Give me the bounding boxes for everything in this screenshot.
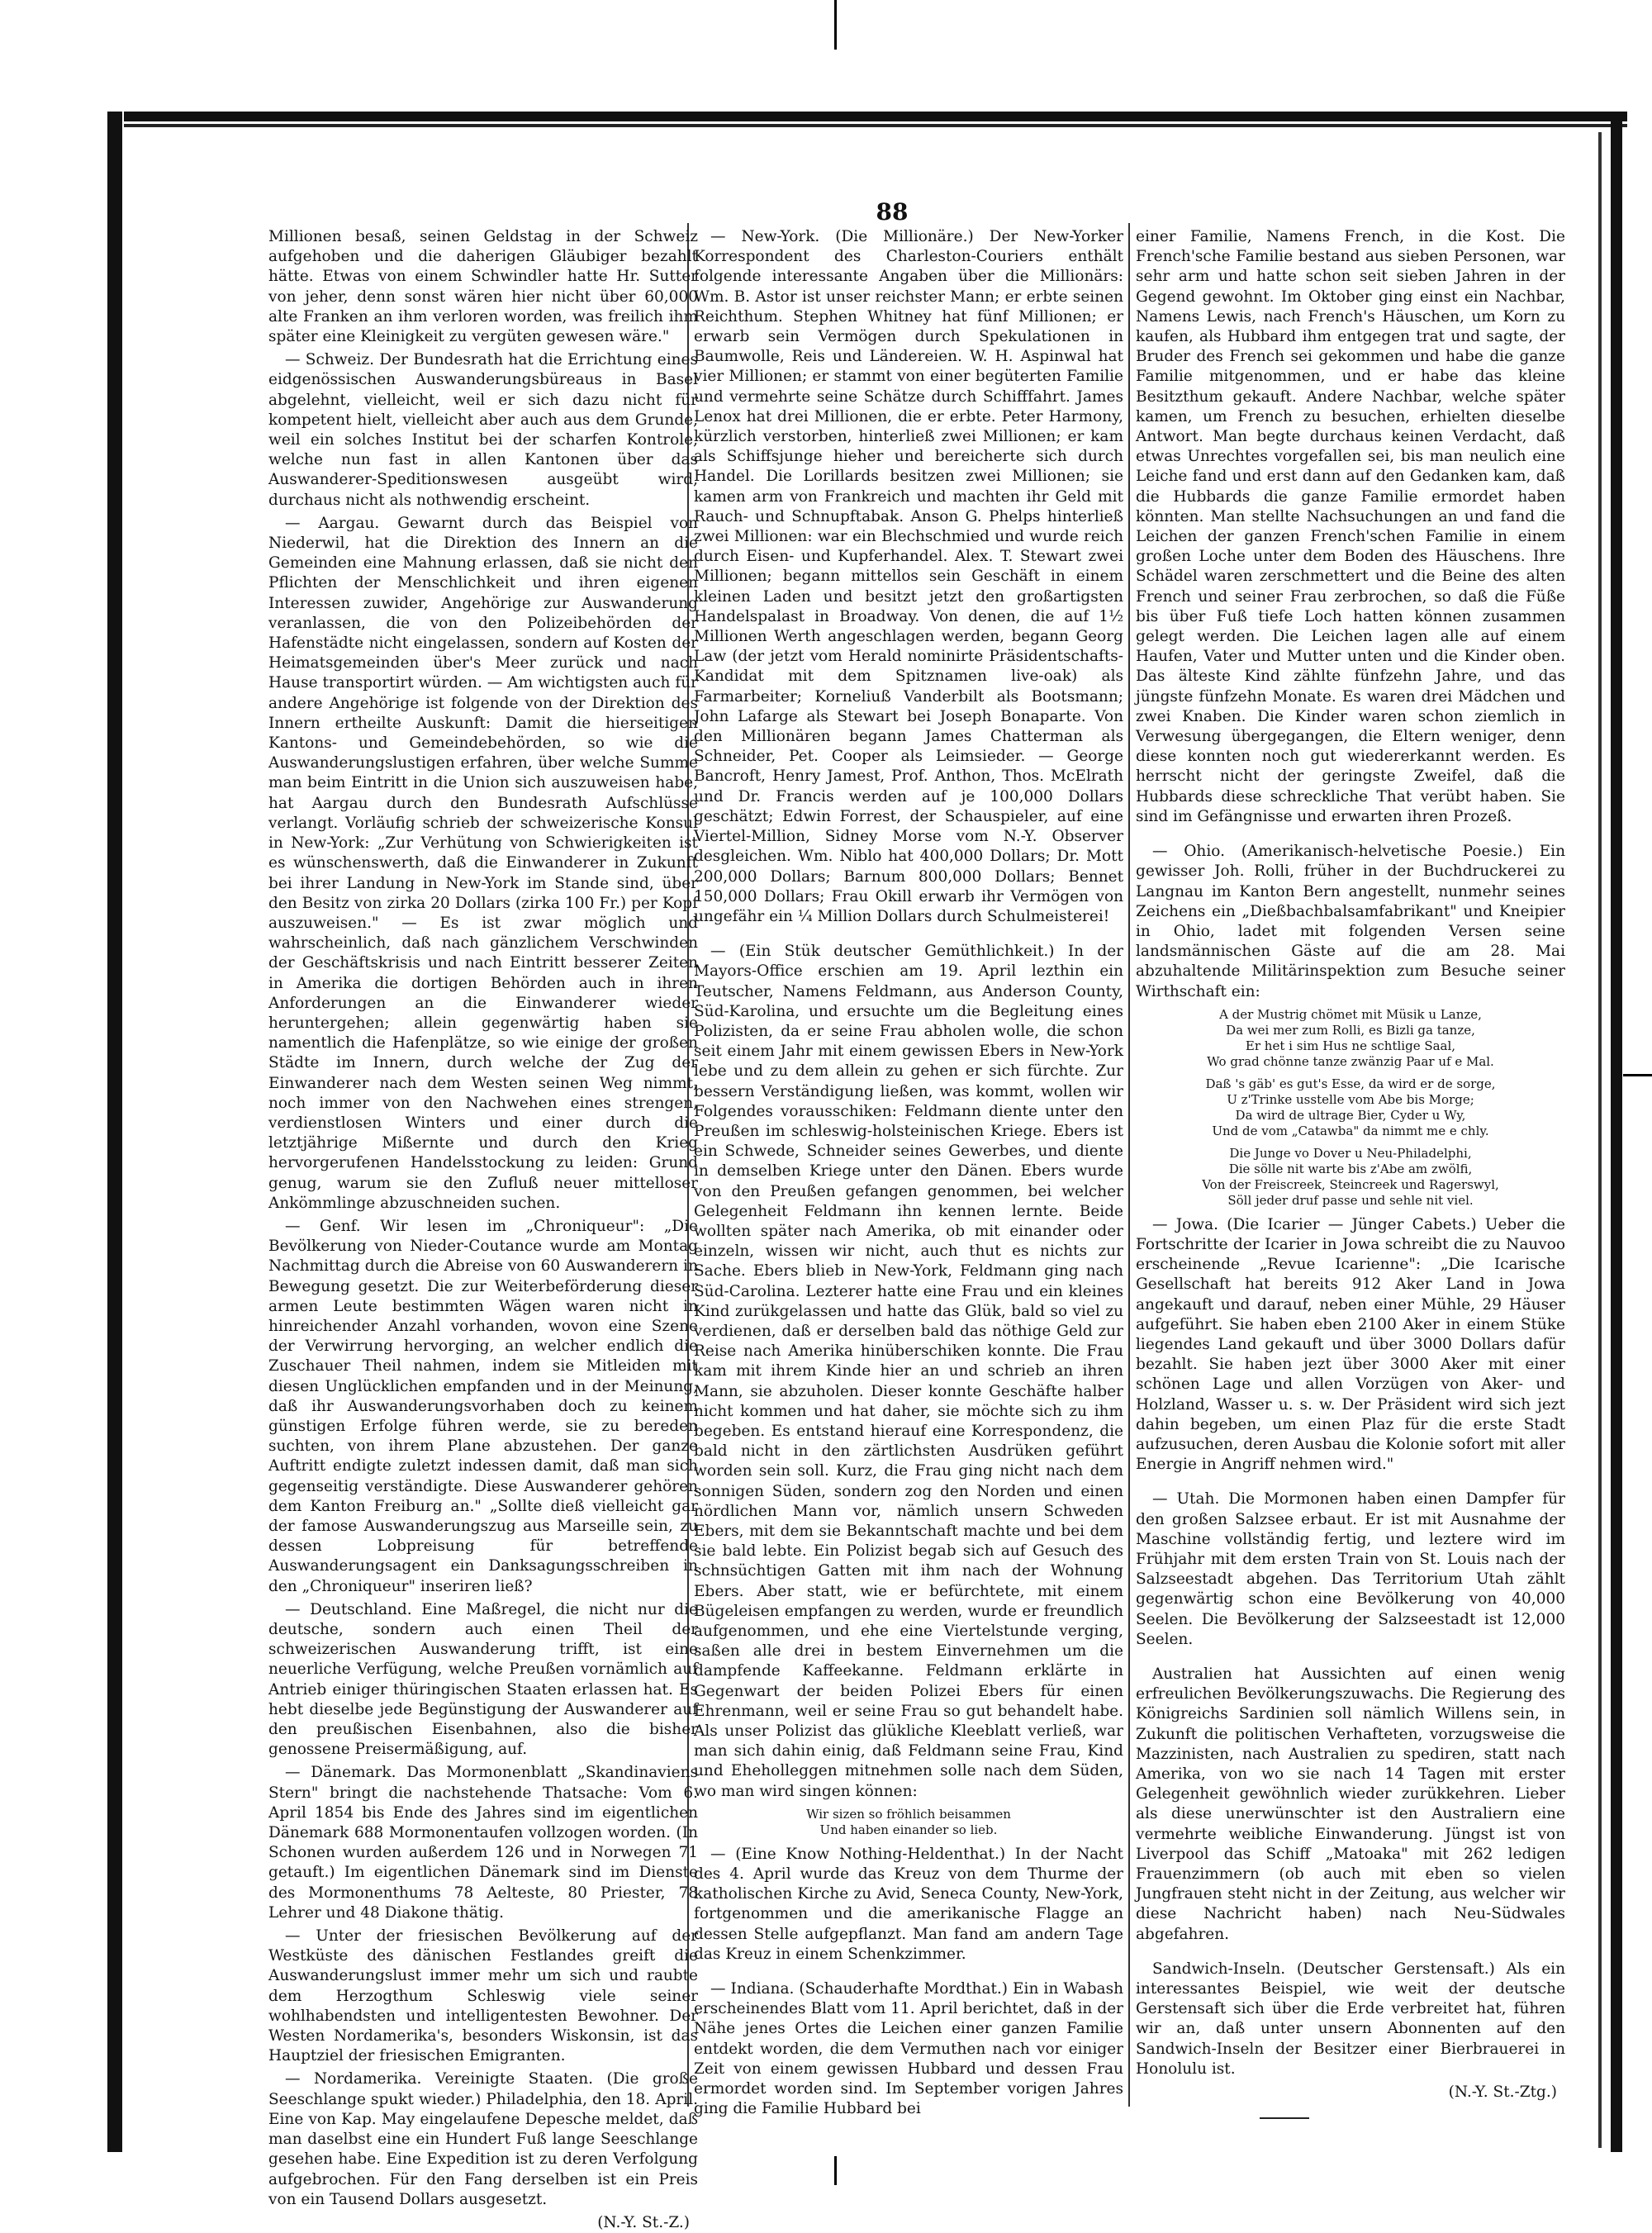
article-paragraph: — Unter der friesischen Bevölkerung auf der Westküste des dänischen Festlandes greift die Auswanderungslust immer mehr um sich und raubte dem Herzogthum Schleswig viele seiner wohlhabendsten und intelligentesten Bewohner. Der Westen Nordamerika's, besonders Wiskonsin, ist das Hauptziel der friesischen Emigranten.: [268, 1927, 698, 2065]
article-paragraph: — Dänemark. Das Mormonenblatt „Skandinaviens Stern" bringt die nachstehende Thatsache: Vom 6. April 1854 bis Ende des Jahres sind im eigentlichen Dänemark 688 Mormonentaufen vollzogen worden. (In Schonen wurden außerdem 126 und in Norwegen 71 getauft.) Im eigentlichen Dänemark sind im Dienste des Mormonenthums 78 Aelteste, 80 Priester, 78 Lehrer und 48 Diakone thätig.: [268, 1764, 698, 1922]
crop-mark-right: [1623, 1074, 1652, 1076]
verse-block: [1136, 1146, 1565, 1209]
section-gap: [1136, 1948, 1565, 1960]
section-gap: [1136, 1478, 1565, 1489]
frame-top-rule: [124, 112, 1627, 121]
frame-right-rule-inner: [1598, 132, 1602, 2148]
page-number: 88: [876, 198, 909, 226]
verse-line: Wo grad chönne tanze zwänzig Paar uf e Mal.: [1207, 1053, 1494, 1069]
article-paragraph: Australien hat Aussichten auf einen wenig erfreulichen Bevölkerungszuwachs. Die Regierung des Königreichs Sardinien soll nämlich Willens sein, in Zukunft die politischen Verhafteten, vorzugsweise die Mazzinisten, nach Australien zu spediren, statt nach Amerika, von wo sie nach 14 Tagen mit erster Gelegenheit gewöhnlich wieder zurükkehren. Lieber als diese unerwünschter ist den Australiern eine vermehrte weibliche Einwanderung. Jüngst ist von Liverpool das Schiff „Matoaka" mit 262 ledigen Frauenzimmern (ob auch mit eben so vielen Jungfrauen steht nicht in der Zeitung, aus welcher wir diese Nachricht haben) nach Neu-Südwales abgefahren.: [1136, 1665, 1565, 1943]
article-paragraph: — Genf. Wir lesen im „Chroniqueur": „Die Bevölkerung von Nieder-Coutance wurde am Montag Nachmittag durch die Abreise von 60 Auswanderern in Bewegung gesetzt. Die zur Weiterbeförderung dieser armen Leute bestimmten Wägen waren nicht in hinreichender Anzahl vorhanden, wovon eine Szene der Verwirrung hervorging, an welcher endlich die Zuschauer Theil nahmen, indem sie Mitleiden mit diesen Unglücklichen empfanden und in der Meinung, daß ihr Auswanderungsvorhaben doch zu keinem günstigen Erfolge führen werde, sie zu bereden suchten, von ihrem Plane abzustehen. Der ganze Auftritt endigte zuletzt indessen damit, daß man sich gegenseitig verständigte. Diese Auswanderer gehören dem Kanton Freiburg an." „Sollte dieß vielleicht gar der famose Auswanderungszug aus Marseille sein, zu dessen Lobpreisung für betreffende Auswanderungsagent ein Danksagungsschreiben in den „Chroniqueur" inseriren ließ?: [268, 1217, 698, 1595]
article-paragraph: — Utah. Die Mormonen haben einen Dampfer für den großen Salzsee erbaut. Er ist mit Ausnahme der Maschine vollständig fertig, und leztere wird im Frühjahr mit dem ersten Train von St. Louis nach der Salzseestadt abgehen. Das Territorium Utah zählt gegenwärtig schon eine Bevölkerung von 40,000 Seelen. Die Bevölkerung der Salzseestadt ist 12,000 Seelen.: [1136, 1490, 1565, 1648]
article-paragraph: — Deutschland. Eine Maßregel, die nicht nur die deutsche, sondern auch einen Theil der schweizerischen Auswanderung trifft, ist eine neuerliche Verfügung, welche Preußen vornämlich auf Antrieb einiger thüringischen Staaten erlassen hat. Es hebt dieselbe jede Begünstigung der Auswanderer auf den preußischen Eisenbahnen, also die bisher genossene Preisermäßigung, auf.: [268, 1600, 698, 1759]
article-paragraph: — Aargau. Gewarnt durch das Beispiel von Niederwil, hat die Direktion des Innern an die Gemeinden eine Mahnung erlassen, daß sie nicht den Pflichten der Menschlichkeit und ihren eigenen Interessen zuwider, Angehörige zur Auswanderung veranlassen, die von den Polizeibehörden der Hafenstädte nicht eingelassen, sondern auf Kosten der Heimatsgemeinden über's Meer zurück und nach Hause transportirt würden. — Am wichtigsten auch für andere Angehörige ist folgende von der Direktion des Innern ertheilte Auskunft: Damit die hierseitigen Kantons- und Gemeindebehörden, so wie die Auswanderungslustigen erfahren, über welche Summe man beim Eintritt in die Union sich auszuweisen habe, hat Aargau durch den Bundesrath Aufschlüsse verlangt. Vorläufig schrieb der schweizerische Konsul in New-York: „Zur Verhütung von Schwierigkeiten ist es wünschenswerth, daß die Einwanderer in Zukunft bei ihrer Landung in New-York im Stande sind, über den Besitz von zirka 20 Dollars (zirka 100 Fr.) per Kopf auszuweisen." — Es ist zwar möglich und wahrscheinlich, daß nach gänzlichem Verschwinden der Geschäftskrisis und nach Eintritt besserer Zeiten in Amerika die dortigen Behörden auch in ihren Anforderungen an die Einwanderer wieder heruntergehen; allein gegenwärtig haben sie namentlich die Hafenplätze, so wie einige der großen Städte im Innern, durch welche der Zug der Einwanderer nach dem Westen seinen Weg nimmt, noch immer von den Nachwehen eines strengen, verdienstlosen Winters und einer durch die letztjährige Mißernte und durch den Krieg hervorgerufenen Handelsstockung zu leiden: Grund genug, warum sie den Zufluß neuer mittelloser Ankömmlinge abzuschneiden suchen.: [268, 514, 698, 1212]
article-paragraph: Millionen besaß, seinen Geldstag in der Schweiz aufgehoben und die daherigen Gläubiger bezahlt hätte. Etwas von einem Schwindler hatte Hr. Sutter von jeher, denn sonst wären hier nicht über 60,000 alte Franken an ihm verloren worden, was freilich ihm später eine Kleinigkeit zu vergüten gewesen wäre.": [268, 228, 698, 346]
crop-mark-top: [834, 0, 837, 50]
frame-left-rule: [107, 112, 122, 2152]
verse-line: A der Mustrig chömet mit Müsik u Lanze,: [1219, 1006, 1482, 1022]
verse-line: Daß 's gäb' es gut's Esse, da wird er de sorge,: [1205, 1076, 1496, 1091]
article-paragraph: Sandwich-Inseln. (Deutscher Gerstensaft.) Als ein interessantes Beispiel, wie weit der deutsche Gerstensaft sich über die Erde verbreitet hat, führen wir an, daß unter unsern Abonnenten auf den Sandwich-Inseln der Besitzer einer Bierbrauerei in Honolulu ist.: [1136, 1960, 1565, 2078]
end-rule: [1260, 2117, 1309, 2119]
verse-block: [1136, 1007, 1565, 1070]
verse-line: Da wei mer zum Rolli, es Bizli ga tanze,: [1226, 1022, 1475, 1038]
article-paragraph: — (Eine Know Nothing-Heldenthat.) In der Nacht des 4. April wurde das Kreuz von dem Thurme der katholischen Kirche zu Avid, Seneca County, New-York, fortgenommen und die amerikanische Flagge an dessen Stelle aufgepflanzt. Man fand am andern Tage das Kreuz in einem Schenkzimmer.: [694, 1845, 1123, 1963]
article-paragraph: — New-York. (Die Millionäre.) Der New-Yorker Korrespondent des Charleston-Couriers enthält folgende interessante Angaben über die Millionärs: Wm. B. Astor ist unser reichster Mann; er erbte seinen Reichthum. Stephen Whitney hat fünf Millionen; er erwarb sein Vermögen durch Spekulationen in Baumwolle, Reis und Ländereien. W. H. Aspinwal hat vier Millionen; er stammt von einer begüterten Familie und vermehrte seine Schätze durch Schifffahrt. James Lenox hat drei Millionen, die er erbte. Peter Harmony, kürzlich verstorben, hinterließ zwei Millionen; er kam als Schiffsjunge hieher und bereicherte sich durch Handel. Die Lorillards besitzen zwei Millionen; sie kamen arm von Frankreich und machten ihr Geld mit Rauch- und Schnupftabak. Anson G. Phelps hinterließ zwei Millionen: war ein Blechschmied und wurde reich durch Eisen- und Kupferhandel. Alex. T. Stewart zwei Millionen; begann mittellos sein Geschäft in einem kleinen Laden und besitzt jetzt den großartigsten Handelspalast in Broadway. Von denen, die auf 1½ Millionen Werth angeschlagen werden, begann Georg Law (der jetzt vom Herald nominirte Präsidentschafts-Kandidat mit dem Spitznamen live-oak) als Farmarbeiter; Korneliuß Vanderbilt als Bootsmann; John Lafarge als Stewart bei Joseph Bonaparte. Von den Millionären begann James Chatterman als Schneider, Pet. Cooper als Leimsieder. — George Bancroft, Henry Jamest, Prof. Anthon, Thos. McElrath und Dr. Francis werden auf je 100,000 Dollars geschätzt; Edwin Forrest, der Schauspieler, auf eine Viertel-Million, Sidney Morse vom N.-Y. Observer desgleichen. Wm. Niblo hat 400,000 Dollars; Dr. Mott 200,000 Dollars; Barnum 800,000 Dollars; Bennet 150,000 Dollars; Frau Okill erwarb ihr Vermögen von ungefähr ein ¼ Million Dollars durch Schulmeisterei!: [694, 228, 1123, 925]
article-paragraph: — Jowa. (Die Icarier — Jünger Cabets.) Ueber die Fortschritte der Icarier in Jowa schreibt die zu Nauvoo erscheinende „Revue Icarienne": „Die Icarische Gesellschaft hat bereits 912 Aker Land in Jowa angekauft und darauf, neben einer Mühle, 29 Häuser aufgeführt. Sie haben eben 2100 Aker in einem Stüke liegendes Land gekauft und über 3000 Dollars dafür bezahlt. Sie haben jezt über 3000 Aker mit einer schönen Lage und allen Vorzügen von Aker- und Holzland, Wasser u. s. w. Der Präsident wird sich jezt dahin begeben, um einen Plaz für die erste Stadt aufzusuchen, deren Ausbau die Kolonie sofort mit aller Energie in Angriff nehmen wird.": [1136, 1215, 1565, 1474]
frame-top-rule-inner: [124, 124, 1627, 127]
section-gap: [694, 930, 1123, 942]
verse-line: Die sölle nit warte bis z'Abe am zwölfi,: [1228, 1161, 1473, 1176]
verse-line: Von der Freiscreek, Steincreek und Ragerswyl,: [1202, 1176, 1499, 1192]
verse-line: Die Junge vo Dover u Neu-Philadelphi,: [1229, 1145, 1472, 1161]
frame-right-rule: [1611, 112, 1622, 2152]
verse-line: Er het i sim Hus ne schtlige Saal,: [1245, 1038, 1456, 1053]
source-citation: (N.-Y. St.-Z.): [597, 2213, 690, 2231]
verse-line: Und haben einander so lieb.: [819, 1822, 998, 1837]
crop-mark-bottom: [834, 2156, 837, 2185]
verse-line: Wir sizen so fröhlich beisammen: [806, 1806, 1011, 1822]
article-paragraph: — Ohio. (Amerikanisch-helvetische Poesie.) Ein gewisser Joh. Rolli, früher in der Buchdruckerei zu Langnau im Kanton Bern angestellt, nunmehr seines Zeichens ein „Dießbachbalsamfabrikant" und Kneipier in Ohio, ladet mit folgenden Versen seine landsmännischen Gäste auf die am 28. Mai abzuhaltende Militärinspektion zum Besuche seiner Wirthschaft ein:: [1136, 843, 1565, 1000]
section-gap: [1136, 830, 1565, 842]
source-citation: (N.-Y. St.-Ztg.): [1448, 2083, 1557, 2102]
article-paragraph: — (Ein Stük deutscher Gemüthlichkeit.) In der Mayors-Office erschien am 19. April lezthin ein Teutscher, Namens Feldmann, aus Anderson County, Süd-Karolina, und ersuchte um die Begleitung eines Polizisten, da er seine Frau abholen wolle, die schon seit einem Jahr mit einem gewissen Ebers in New-York lebe und zu dem allein zu gehen er sich fürchte. Zur bessern Verständigung ließen, was kommt, wollen wir Folgendes vorausschiken: Feldmann diente unter den Preußen im schleswig-holsteinischen Kriege. Ebers ist ein Schwede, Schneider seines Gewerbes, und diente in demselben Kriege unter den Dänen. Ebers wurde von den Preußen gefangen genommen, bei welcher Gelegenheit Feldmann ihn kennen lernte. Beide wollten später nach Amerika, ob mit einander oder einzeln, wissen wir nicht, auch thut es nichts zur Sache. Ebers blieb in New-York, Feldmann ging nach Süd-Carolina. Lezterer hatte eine Frau und ein kleines Kind zurükgelassen und hatte das Glük, bald so viel zu verdienen, daß er derselben bald das nöthige Geld zur Reise nach Amerika hinüberschiken konnte. Die Frau kam mit ihrem Kinde hier an und schrieb an ihren Mann, sie abzuholen. Dieser konnte Geschäfte halber nicht kommen und hat daher, sie möchte sich zu ihm begeben. Es entstand hierauf eine Korrespondenz, die bald nicht in den zärtlichsten Ausdrüken geführt worden sein soll. Kurz, die Frau ging nicht nach dem sonnigen Süden, sondern zog den Norden und einen nördlichen Mann vor, nämlich unsern Schweden Ebers, mit dem sie Bekanntschaft machte und bei dem sie bald lebte. Ein Polizist begab sich auf Gesuch des schnsüchtigen Gatten mit ihm nach der Wohnung Ebers. Aber statt, wie er befürchtete, mit einem Bügeleisen empfangen zu werden, wurde er freundlich aufgenommen, und ehe eine Viertelstunde verging, saßen alle drei in bestem Einvernehmen um die dampfende Kaffeekanne. Feldmann erklärte in Gegenwart der beiden Polizei Ebers für einen Ehrenmann, weil er seine Frau so gut behandelt habe. Als unser Polizist das glükliche Kleeblatt verließ, war man sich dahin einig, daß Feldmann seine Frau, Kind und Eheholleggen mitnehmen solle nach dem Süden, wo man wird singen können:: [694, 943, 1123, 1800]
article-paragraph: einer Familie, Namens French, in die Kost. Die French'sche Familie bestand aus sieben Personen, war sehr arm und hatte schon seit sieben Jahren in der Gegend gewohnt. Im Oktober ging einst ein Nachbar, Namens Lewis, nach French's Häuschen, um Korn zu kaufen, als Hubbard ihm entgegen trat und sagte, der Bruder des French sei gekommen und habe die ganze Familie mitgenommen, und er habe das kleine Besitzthum gekauft. Andere Nachbar, welche später kamen, um French zu besuchen, erhielten dieselbe Antwort. Man begte durchaus keinen Verdacht, daß etwas Unrechtes vorgefallen sei, bis man neulich eine Leiche fand und erst dann auf den Gedanken kam, daß die Hubbards die ganze Familie ermordet haben könnten. Man stellte Nachsuchungen an und fand die Leichen der ganzen French'schen Familie in einem großen Loche unter dem Boden des Häuschens. Ihre Schädel waren zerschmettert und die Beine des alten French und seiner Frau zerbrochen, so daß die Füße bis über Fuß tiefe Loch hatten können zusammen gelegt werden. Die Leichen lagen alle auf einem Haufen, Vater und Mutter unten und die Kinder oben. Das älteste Kind zählte fünfzehn Jahre, und das jüngste fünfzehn Monate. Es waren drei Mädchen und zwei Knaben. Die Kinder waren schon ziemlich in Verwesung übergegangen, die Eltern weniger, denn diese konnten noch gut wiedererkannt werden. Es herrscht nicht der geringste Zweifel, daß die Hubbards diese schreckliche That verübt haben. Sie sind im Gefängnisse und erwarten ihren Prozeß.: [1136, 228, 1565, 825]
verse-line: Söll jeder druf passe und sehle nit viel.: [1227, 1192, 1474, 1208]
article-paragraph: — Nordamerika. Vereinigte Staaten. (Die große Seeschlange spukt wieder.) Philadelphia, den 18. April. Eine von Kap. May eingelaufene Depesche meldet, daß man daselbst eine ein Hundert Fuß lange Seeschlange gesehen habe. Eine Expedition ist zu deren Verfolgung aufgebrochen. Für den Fang derselben ist ein Preis von ein Tausend Dollars ausgesetzt.: [268, 2070, 698, 2208]
verse-block: [1136, 1076, 1565, 1139]
article-paragraph: — Indiana. (Schauderhafte Mordthat.) Ein in Wabash erscheinendes Blatt vom 11. April berichtet, daß in der Nähe jenes Ortes die Leichen einer ganzen Familie entdekt worden, die dem Vermuthen nach vor einiger Zeit von einem gewissen Hubbard und dessen Frau ermordet worden sind. Im September vorigen Jahres ging die Familie Hubbard bei: [694, 1980, 1123, 2118]
verse-line: Und de vom „Catawba" da nimmt me e chly.: [1212, 1123, 1489, 1138]
verse-line: Da wird de ultrage Bier, Cyder u Wy,: [1235, 1107, 1466, 1123]
section-gap: [1136, 1653, 1565, 1665]
verse-block: [694, 1807, 1123, 1838]
column-middle: [694, 227, 1123, 2118]
column-left: [268, 227, 698, 2231]
section-gap: [694, 1968, 1123, 1979]
column-right: [1136, 227, 1565, 2102]
article-paragraph: — Schweiz. Der Bundesrath hat die Errichtung eines eidgenössischen Auswanderungsbüreaus in Basel abgelehnt, vielleicht, weil er sich dazu nicht für kompetent hielt, vielleicht aber auch aus dem Grunde, weil ein solches Institut bei der scharfen Kontrole, welche nun fast in allen Kantonen über das Auswanderer-Speditionswesen ausgeübt wird, durchaus nicht als nothwendig erscheint.: [268, 351, 698, 509]
column-divider: [1128, 223, 1130, 2107]
verse-line: U z'Trinke usstelle vom Abe bis Morge;: [1227, 1091, 1474, 1107]
